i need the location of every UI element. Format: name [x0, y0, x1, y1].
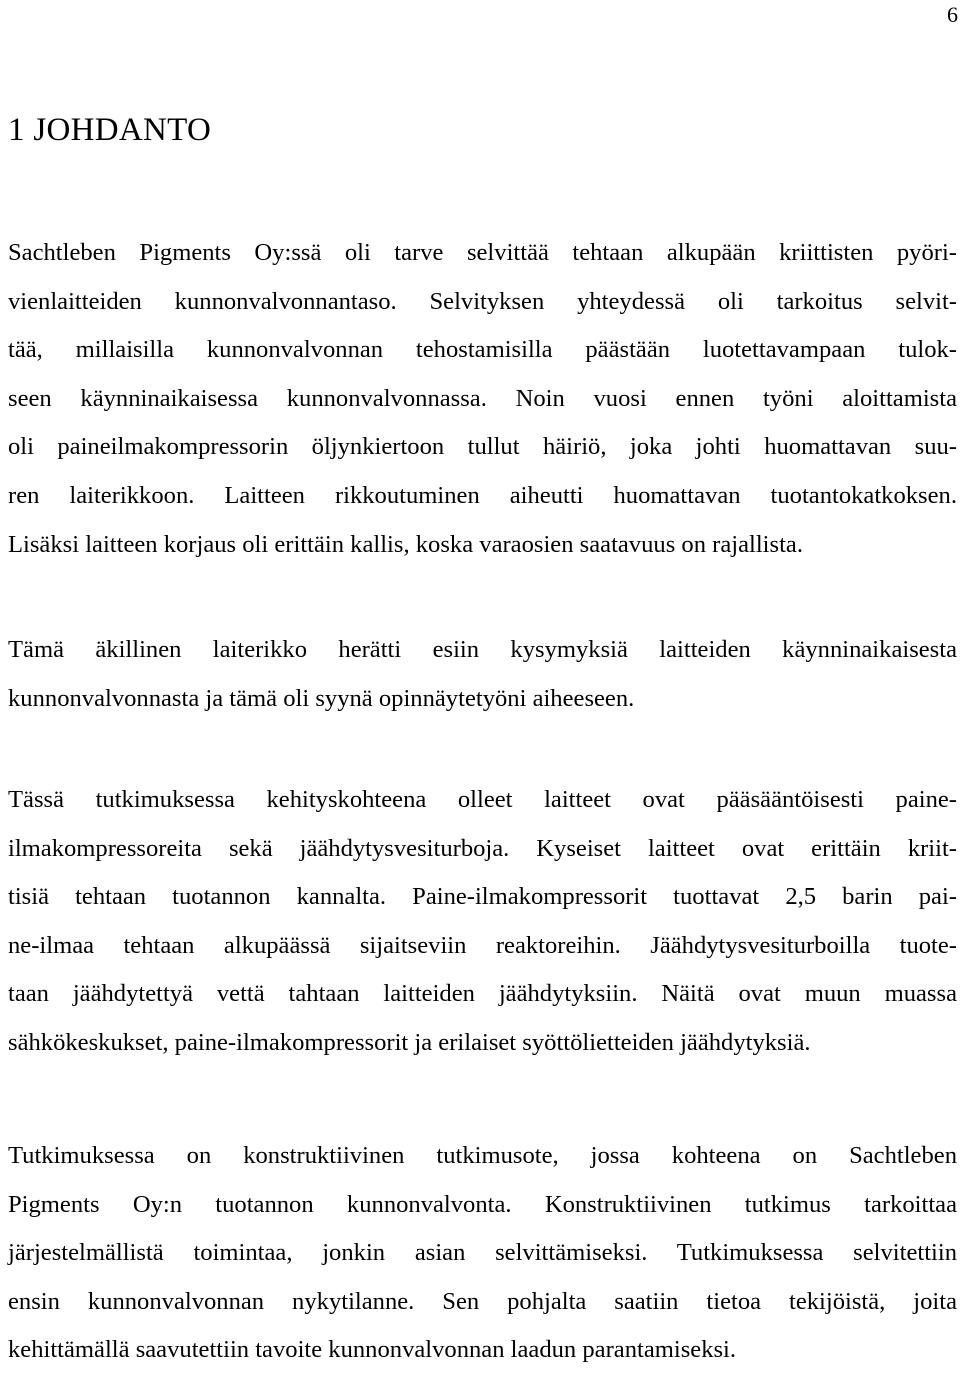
- paragraph-line: Tämä äkillinen laiterikko herätti esiin kysymyksiä laitteiden käynninaikaisesta: [8, 636, 957, 663]
- paragraph-line: Pigments Oy:n tuotannon kunnonvalvonta. Konstruktiivinen tutkimus tarkoittaa: [8, 1190, 957, 1218]
- page-number: 6: [947, 2, 958, 27]
- paragraph-line: kunnonvalvonnasta ja tämä oli syynä opinnäytetyöni aiheeseen.: [8, 684, 635, 712]
- paragraph-line: järjestelmällistä toimintaa, jonkin asian selvittämiseksi. Tutkimuksessa selvitettiin: [8, 1239, 957, 1267]
- paragraph-line: oli paineilmakompressorin öljynkiertoon tullut häiriö, joka johti huomattavan suu-: [8, 433, 957, 461]
- paragraph-line: Sachtleben Pigments Oy:ssä oli tarve selvittää tehtaan alkupään kriittisten pyöri-: [8, 239, 957, 266]
- paragraph-4: [8, 1132, 957, 1375]
- paragraph-line: ren laiterikkoon. Laitteen rikkoutuminen aiheutti huomattavan tuotantokatkoksen.: [8, 481, 957, 509]
- paragraph-line: sähkökeskukset, paine-ilmakompressorit ja erilaiset syöttölietteiden jäähdytyksiä.: [8, 1028, 811, 1056]
- paragraph-line: Tutkimuksessa on konstruktiivinen tutkimusote, jossa kohteena on Sachtleben: [8, 1142, 957, 1169]
- paragraph-line: tää, millaisilla kunnonvalvonnan tehostamisilla päästään luotettavampaan tulok-: [8, 336, 957, 364]
- paragraph-line: kehittämällä saavutettiin tavoite kunnonvalvonnan laadun parantamiseksi.: [8, 1336, 737, 1364]
- paragraph-line: tisiä tehtaan tuotannon kannalta. Paine-ilmakompressorit tuottavat 2,5 barin pai-: [8, 883, 957, 911]
- paragraph-line: ensin kunnonvalvonnan nykytilanne. Sen pohjalta saatiin tietoa tekijöistä, joita: [8, 1287, 957, 1315]
- chapter-title: 1 JOHDANTO: [8, 112, 212, 148]
- paragraph-line: Tässä tutkimuksessa kehityskohteena olleet laitteet ovat pääsääntöisesti paine-: [8, 786, 957, 813]
- paragraph-line: taan jäähdytettyä vettä tahtaan laitteiden jäähdytyksiin. Näitä ovat muun muassa: [8, 980, 957, 1008]
- paragraph-3: [8, 776, 957, 1068]
- paragraph-line: seen käynninaikaisessa kunnonvalvonnassa. Noin vuosi ennen työni aloittamista: [8, 384, 957, 412]
- paragraph-1: [8, 229, 957, 569]
- paragraph-line: ilmakompressoreita sekä jäähdytysvesiturboja. Kyseiset laitteet ovat erittäin kriit-: [8, 834, 957, 862]
- paragraph-line: Lisäksi laitteen korjaus oli erittäin kallis, koska varaosien saatavuus on rajallista.: [8, 530, 803, 558]
- paragraph-line: ne-ilmaa tehtaan alkupäässä sijaitseviin reaktoreihin. Jäähdytysvesiturboilla tuote-: [8, 931, 957, 959]
- paragraph-line: vienlaitteiden kunnonvalvonnantaso. Selvityksen yhteydessä oli tarkoitus selvit-: [8, 287, 957, 315]
- paragraph-2: [8, 626, 957, 723]
